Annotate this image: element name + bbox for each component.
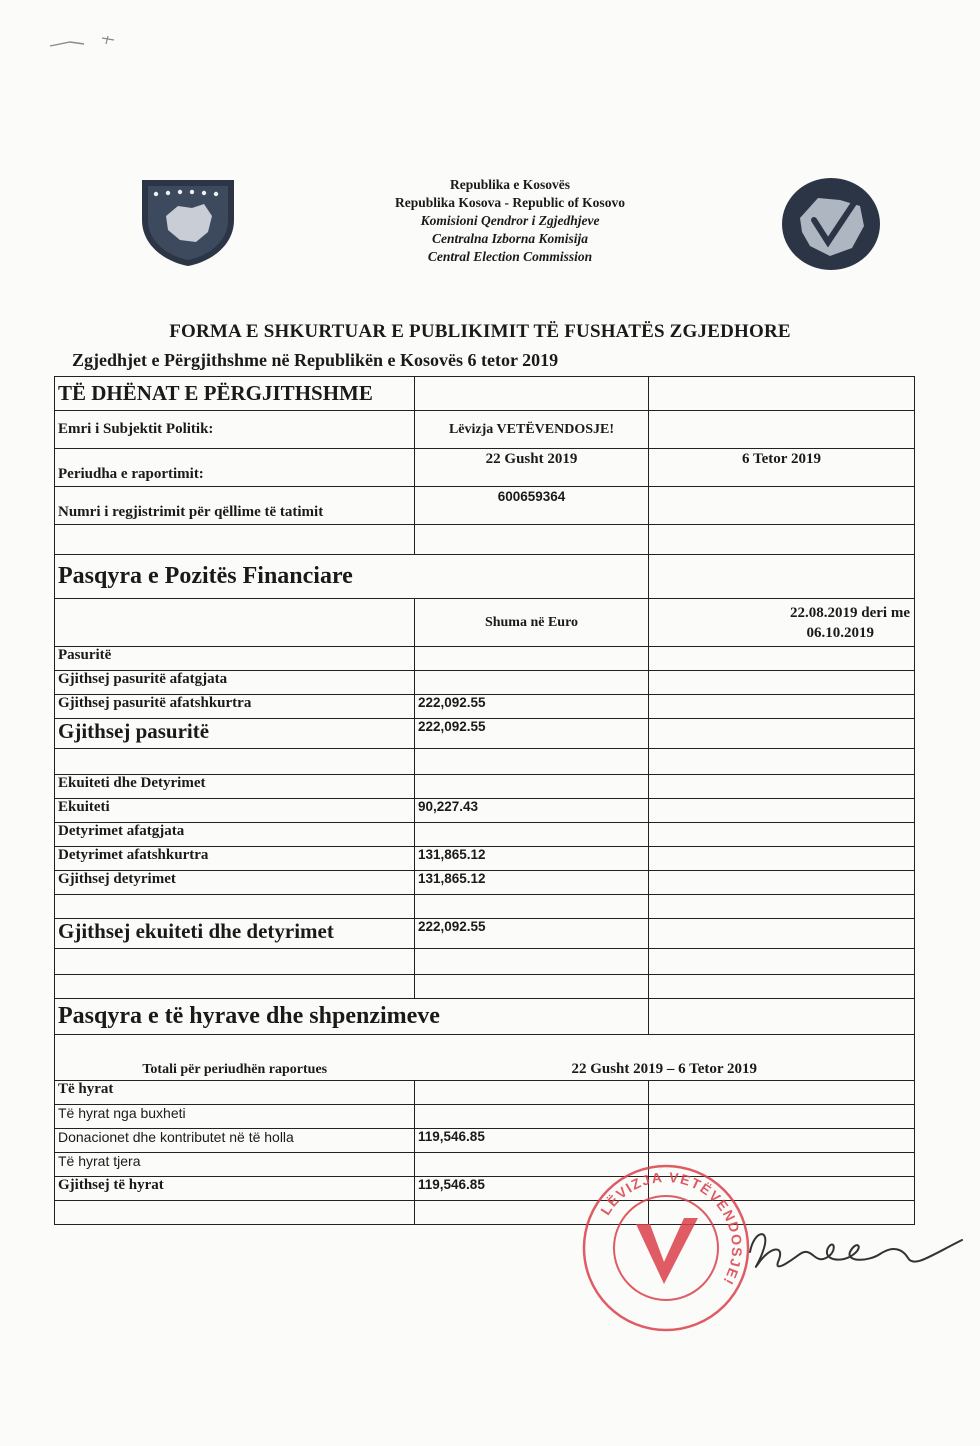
income-statement-heading: Pasqyra e të hyrave dhe shpenzimeve xyxy=(55,999,649,1035)
table-row xyxy=(55,749,915,775)
row-label: Detyrimet afatgjata xyxy=(55,823,415,847)
table-row xyxy=(55,487,915,525)
financial-position-heading: Pasqyra e Pozitës Financiare xyxy=(55,555,649,599)
header-line-4: Centralna Izborna Komisija xyxy=(431,231,589,246)
institution-header xyxy=(330,176,690,266)
row-value: 131,865.12 xyxy=(415,871,649,895)
table-row xyxy=(55,599,915,647)
row-label: Gjithsej ekuiteti dhe detyrimet xyxy=(55,919,415,949)
period-column-header xyxy=(649,599,915,647)
table-row xyxy=(55,775,915,799)
row-value: 131,865.12 xyxy=(415,847,649,871)
reporting-total-period: 22 Gusht 2019 – 6 Tetor 2019 xyxy=(415,1035,915,1081)
paper-smudge xyxy=(44,28,124,68)
row-value: 222,092.55 xyxy=(415,919,649,949)
table-row xyxy=(55,847,915,871)
row-label: Gjithsej pasuritë afatshkurtra xyxy=(55,695,415,719)
entity-value: Lëvizja VETËVENDOSJE! xyxy=(415,411,649,449)
row-label: Të hyrat tjera xyxy=(55,1153,415,1177)
election-commission-logo-icon xyxy=(780,176,882,272)
table-row xyxy=(55,871,915,895)
table-row xyxy=(55,1129,915,1153)
row-label: Ekuiteti dhe Detyrimet xyxy=(55,775,415,799)
row-label: Detyrimet afatshkurtra xyxy=(55,847,415,871)
table-row xyxy=(55,799,915,823)
party-stamp xyxy=(580,1162,752,1334)
row-label: Donacionet dhe kontributet në të holla xyxy=(55,1129,415,1153)
header-line-1: Republika e Kosovës xyxy=(449,177,571,192)
header-line-5: Central Election Commission xyxy=(427,249,593,264)
period-start: 22 Gusht 2019 xyxy=(415,449,649,487)
row-label: Ekuiteti xyxy=(55,799,415,823)
table-row xyxy=(55,719,915,749)
reporting-total-label: Totali për periudhën raportues xyxy=(55,1035,415,1081)
header-line-3: Komisioni Qendror i Zgjedhjeve xyxy=(420,213,600,228)
entity-label: Emri i Subjektit Politik: xyxy=(55,411,415,449)
tax-value: 600659364 xyxy=(415,487,649,525)
period-label: Periudha e raportimit: xyxy=(55,449,415,487)
table-row xyxy=(55,823,915,847)
header-line-2: Republika Kosova - Republic of Kosovo xyxy=(395,195,625,210)
table-row xyxy=(55,1081,915,1105)
table-row xyxy=(55,449,915,487)
row-label: Gjithsej detyrimet xyxy=(55,871,415,895)
table-row xyxy=(55,555,915,599)
table-row xyxy=(55,1035,915,1081)
kosovo-coat-of-arms-icon xyxy=(138,176,238,268)
stamp-text: LËVIZJA VETËVENDOSJE! xyxy=(597,1168,746,1289)
row-label: Gjithsej të hyrat xyxy=(55,1177,415,1201)
form-title: FORMA E SHKURTUAR E PUBLIKIMIT TË FUSHATËS ZGJEDHORE xyxy=(169,321,791,342)
row-value xyxy=(415,1105,649,1129)
row-label: Të hyrat nga buxheti xyxy=(55,1105,415,1129)
form-subtitle: Zgjedhjet e Përgjithshme në Republikën e Kosovës 6 tetor 2019 xyxy=(72,350,559,370)
row-value xyxy=(415,647,649,671)
row-value: 119,546.85 xyxy=(415,1129,649,1153)
signature xyxy=(730,1218,970,1298)
table-row xyxy=(55,525,915,555)
row-value: 222,092.55 xyxy=(415,695,649,719)
table-row xyxy=(55,1105,915,1129)
table-row xyxy=(55,1177,915,1201)
amount-column-header: Shuma në Euro xyxy=(415,599,649,647)
table-row xyxy=(55,377,915,411)
table-row xyxy=(55,647,915,671)
row-value xyxy=(415,823,649,847)
row-value xyxy=(415,671,649,695)
table-row xyxy=(55,999,915,1035)
row-label: Pasuritë xyxy=(55,647,415,671)
period-end: 6 Tetor 2019 xyxy=(649,449,915,487)
row-label: Gjithsej pasuritë afatgjata xyxy=(55,671,415,695)
row-label: Të hyrat xyxy=(55,1081,415,1105)
row-value xyxy=(415,1081,649,1105)
table-row xyxy=(55,1153,915,1177)
campaign-finance-table xyxy=(54,376,915,1225)
table-row xyxy=(55,949,915,975)
row-value: 90,227.43 xyxy=(415,799,649,823)
tax-label: Numri i regjistrimit për qëllime të tatimit xyxy=(55,487,415,525)
row-label: Gjithsej pasuritë xyxy=(55,719,415,749)
general-data-heading: TË DHËNAT E PËRGJITHSHME xyxy=(55,377,415,411)
table-row xyxy=(55,919,915,949)
table-row xyxy=(55,895,915,919)
table-row xyxy=(55,411,915,449)
period-column-line-2: 06.10.2019 xyxy=(806,625,874,641)
row-value xyxy=(415,775,649,799)
table-row xyxy=(55,695,915,719)
period-column-line-1: 22.08.2019 deri me xyxy=(790,605,910,621)
table-row xyxy=(55,671,915,695)
row-value: 222,092.55 xyxy=(415,719,649,749)
row-value: 119,546.85 xyxy=(415,1177,649,1201)
table-row xyxy=(55,975,915,999)
